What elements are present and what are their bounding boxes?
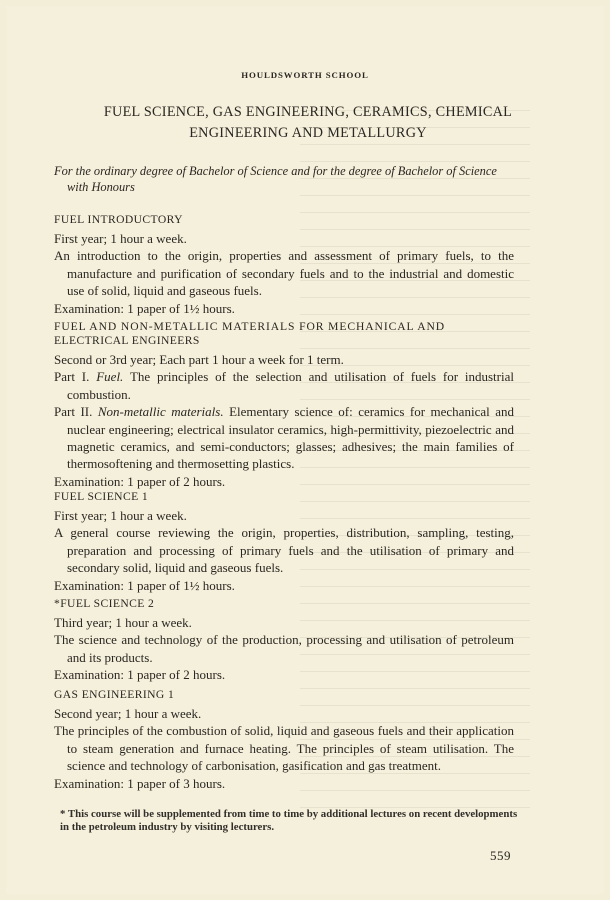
section-exam: Examination: 1 paper of 2 hours. [54, 667, 226, 683]
section-heading [54, 320, 514, 348]
section-schedule: Second year; 1 hour a week. [54, 706, 202, 721]
section-body: The science and technology of the production, processing and utilisation of petroleum and its products. [54, 632, 514, 665]
section-fuel-non-metallic [54, 320, 514, 490]
section-exam: Examination: 1 paper of 3 hours. [54, 775, 226, 791]
section-schedule: Third year; 1 hour a week. [54, 615, 192, 630]
heading-line-1: FUEL AND NON-METALLIC MATERIALS FOR MECHANICAL AND [54, 320, 446, 333]
section-heading: *FUEL SCIENCE 2 [54, 597, 155, 610]
section-exam: Examination: 1 paper of 1½ hours. [54, 300, 235, 316]
section-exam: Examination: 1 paper of 1½ hours. [54, 577, 235, 593]
part-2-label: Part II. [54, 404, 93, 420]
page-title [48, 102, 568, 144]
part-2-title: Non-metallic materials. [97, 404, 224, 420]
part-1-label: Part I. [54, 369, 90, 385]
part-1 [54, 368, 514, 403]
section-heading: FUEL INTRODUCTORY [54, 213, 183, 226]
running-head: HOULDSWORTH SCHOOL [241, 70, 369, 80]
section-gas-engineering-1 [54, 688, 514, 792]
page-number: 559 [490, 848, 511, 863]
title-line-1: FUEL SCIENCE, GAS ENGINEERING, CERAMICS, CHEMICAL [103, 104, 513, 120]
section-fuel-science-1 [54, 490, 514, 594]
intro-note [54, 163, 524, 195]
part-2 [54, 403, 514, 473]
section-body: The principles of the combustion of solid, liquid and gaseous fuels and their application to steam generation and furnace heating. The principles of steam utilisation. The science and technology of carbonisation, gasification and gas treatment. [54, 723, 514, 774]
intro-line-2: with Honours [67, 180, 135, 194]
section-heading: FUEL SCIENCE 1 [54, 490, 149, 503]
footnote: * This course will be supplemented from time to time by additional lectures on recent developments in the petroleum industry by visiting lecturers. [60, 808, 518, 833]
section-exam: Examination: 1 paper of 2 hours. [54, 473, 226, 489]
section-schedule: First year; 1 hour a week. [54, 231, 187, 246]
section-schedule: First year; 1 hour a week. [54, 508, 187, 523]
heading-line-2: ELECTRICAL ENGINEERS [54, 334, 200, 347]
section-heading: GAS ENGINEERING 1 [54, 688, 175, 701]
section-schedule: Second or 3rd year; Each part 1 hour a week for 1 term. [54, 352, 344, 367]
section-body: A general course reviewing the origin, properties, distribution, sampling, testing, preparation and processing of primary fuels and the utilisation of primary and secondary solid, liquid and gaseous fuels. [54, 525, 514, 576]
section-body: An introduction to the origin, properties and assessment of primary fuels, to the manufacture and purification of secondary fuels and to the industrial and domestic use of solid, liquid and gaseous fuels. [54, 248, 514, 299]
part-1-text: The principles of the selection and utilisation of fuels for industrial combustion. [67, 369, 514, 402]
intro-line-1: For the ordinary degree of Bachelor of Science and for the degree of Bachelor of Science [54, 164, 497, 178]
title-line-2: ENGINEERING AND METALLURGY [189, 125, 427, 141]
part-1-title: Fuel. [96, 369, 124, 385]
section-fuel-introductory [54, 213, 514, 317]
part-2-text: Elementary science of: ceramics for mechanical and nuclear engineering; electrical insulator ceramics, high-permittivity, piezoelectric and magnetic ceramics, and semi-conductors; glasses; adhesives; the main families of thermosoftening and thermosetting plastics. [67, 404, 514, 472]
section-fuel-science-2 [54, 597, 514, 684]
